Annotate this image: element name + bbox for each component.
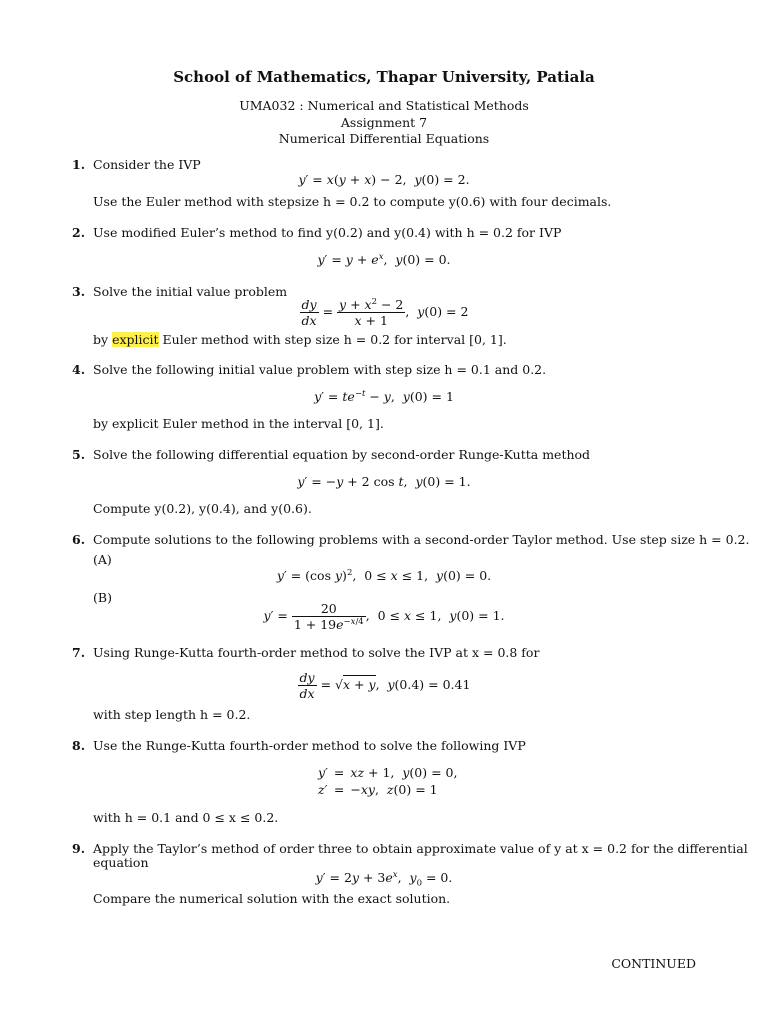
q5-after: Compute y(0.2), y(0.4), and y(0.6). — [93, 501, 312, 516]
q9-number: 9. — [72, 841, 86, 856]
q7-equation: $\frac{dy}{dx}$ = √x + y, y(0.4) = 0.41 — [299, 670, 471, 701]
q2-number: 2. — [72, 225, 86, 240]
q4-after: by explicit Euler method in the interval [0, 1]. — [93, 416, 384, 431]
q7-number: 7. — [72, 645, 86, 660]
q3-after-prefix: by — [93, 332, 109, 347]
q6-number: 6. — [72, 532, 86, 547]
q8-after: with h = 0.1 and 0 ≤ x ≤ 0.2. — [93, 810, 279, 825]
q5-text: Solve the following differential equation by second-order Runge-Kutta method — [93, 447, 591, 462]
q6-part-b-label: (B) — [93, 590, 112, 605]
q8-text: Use the Runge-Kutta fourth-order method to solve the following IVP — [93, 738, 526, 753]
topic-line: Numerical Differential Equations — [278, 131, 490, 146]
q4-number: 4. — [72, 362, 86, 377]
q6-text: Compute solutions to the following problems with a second-order Taylor method. Use step size h = 0.2. — [93, 532, 750, 547]
q1-equation: y′ = x(y + x) − 2, y(0) = 2. — [298, 172, 470, 187]
q4-text: Solve the following initial value problem with step size h = 0.1 and 0.2. — [93, 362, 547, 377]
q6-part-a-equation: y′ = (cos y)$^2$, 0 ≤ x ≤ 1, y(0) = 0. — [276, 568, 492, 583]
continued-label: CONTINUED — [611, 956, 696, 971]
q9-equation: $y' = 2y + 3e^x$, $y_0 = 0$. — [315, 870, 453, 889]
q3-number: 3. — [72, 284, 86, 299]
q9-text-line1: Apply the Taylor’s method of order three to obtain approximate value of y at x = 0.2 for the differential — [93, 841, 748, 856]
q9-text-line2: equation — [93, 855, 149, 870]
q6-part-a-label: (A) — [93, 552, 112, 567]
q1-text: Consider the IVP — [93, 157, 201, 172]
highlighted-word: explicit — [112, 332, 159, 347]
course-line: UMA032 : Numerical and Statistical Methods — [239, 98, 529, 113]
assignment-line: Assignment 7 — [340, 115, 428, 130]
q5-equation: y′ = −y + 2 cos t, y(0) = 1. — [297, 474, 471, 489]
q8-number: 8. — [72, 738, 86, 753]
q9-after: Compare the numerical solution with the exact solution. — [93, 891, 451, 906]
q2-text: Use modified Euler’s method to find y(0.2) and y(0.4) with h = 0.2 for IVP — [93, 225, 562, 240]
q2-equation: $y' = y + e^x$, y(0) = 0. — [317, 252, 451, 267]
q4-equation: $y' = te^{-t} - y$, y(0) = 1 — [314, 389, 454, 404]
q3-after — [93, 332, 507, 347]
q6-part-b-equation: y′ = $\frac{20}{1 + 19e^{-x/4}}$ , 0 ≤ x ≤ 1, y(0) = 1. — [263, 601, 505, 632]
q3-equation: $\frac{dy}{dx}$ = $\frac{y + x^2 - 2}{x + 1}$ , y(0) = 2 — [301, 297, 469, 328]
q3-text: Solve the initial value problem — [93, 284, 288, 299]
q1-after: Use the Euler method with stepsize h = 0.2 to compute y(0.6) with four decimals. — [93, 194, 612, 209]
q7-text: Using Runge-Kutta fourth-order method to solve the IVP at x = 0.8 for — [93, 645, 540, 660]
q1-number: 1. — [72, 157, 86, 172]
page-title: School of Mathematics, Thapar University, Patiala — [173, 68, 595, 86]
q3-after-suffix: Euler method with step size h = 0.2 for interval [0, 1]. — [162, 332, 507, 347]
q5-number: 5. — [72, 447, 86, 462]
q8-system: y′ = xz + 1, y(0) = 0, z′ = −xy, z(0) = 1 — [318, 765, 458, 797]
q7-after: with step length h = 0.2. — [93, 707, 251, 722]
